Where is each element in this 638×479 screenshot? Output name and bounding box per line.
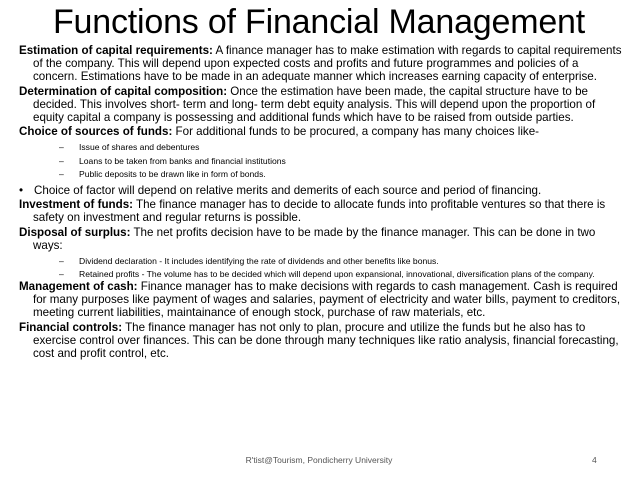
- composition-paragraph: [19, 86, 625, 125]
- sources-bullet-text: Choice of factor will depend on relative merits and demerits of each source and period of financing.: [34, 183, 542, 197]
- cash-heading: Management of cash:: [19, 280, 138, 294]
- composition-heading: Determination of capital composition:: [19, 84, 228, 98]
- sources-item: [19, 155, 625, 168]
- surplus-body: The net profits decision have to be made by the finance manager. This can be done in two ways:: [33, 226, 596, 253]
- sources-bullet: [19, 184, 625, 198]
- investment-heading: Investment of funds:: [19, 198, 134, 212]
- sources-paragraph: [19, 126, 625, 139]
- dash-marker: –: [59, 155, 64, 166]
- cash-body: Finance manager has to make decisions with regards to cash management. Cash is required for many purposes like payment of wages and salaries, payment of electricity and water bills, payment to creditors, meeting current liabilities, maintainance of enough stock, purchase of raw materials, etc.: [33, 280, 621, 320]
- surplus-item-text: Retained profits - The volume has to be decided which will depend upon expansional, innovational, diversification plans of the company.: [79, 269, 595, 280]
- sources-item: [19, 168, 625, 181]
- controls-heading: Financial controls:: [19, 321, 123, 335]
- surplus-heading: Disposal of surplus:: [19, 226, 131, 240]
- composition-body: Once the estimation have been made, the capital structure have to be decided. This involves short- term and long- term debt equity analysis. This will depend upon the proportion of equity capital a company is possessing and additional funds which have to be raised from outside parties.: [33, 84, 596, 124]
- controls-paragraph: [19, 322, 625, 361]
- estimation-paragraph: [19, 45, 625, 84]
- sources-body: For additional funds to be procured, a company has many choices like-: [172, 125, 539, 139]
- cash-paragraph: [19, 281, 625, 320]
- bullet-marker: •: [19, 183, 24, 197]
- dash-marker: –: [59, 168, 64, 179]
- surplus-paragraph: [19, 227, 625, 253]
- estimation-body: A finance manager has to make estimation with regards to capital requirements of the company. This will depend upon expected costs and profits and future programmes and policies of a concern. Estimations have to be made in an adequate manner which increases earning capacity of enterprise.: [33, 44, 622, 83]
- footer-text: R'tist@Tourism, Pondicherry University: [245, 455, 393, 465]
- investment-paragraph: [19, 199, 625, 225]
- sources-item: [19, 141, 625, 154]
- sources-heading: Choice of sources of funds:: [19, 125, 173, 139]
- estimation-heading: Estimation of capital requirements:: [19, 44, 213, 57]
- investment-body: The finance manager has to decide to allocate funds into profitable ventures so that there is safety on investment and regular returns is possible.: [33, 198, 606, 225]
- sources-item-text: Public deposits to be drawn like in form of bonds.: [79, 168, 266, 179]
- dash-marker: –: [59, 269, 64, 280]
- slide-title: Functions of Financial Management: [52, 3, 586, 41]
- sources-item-text: Loans to be taken from banks and financial institutions: [79, 155, 286, 166]
- slide-content: [19, 45, 625, 363]
- surplus-item: [19, 255, 625, 268]
- controls-body: The finance manager has not only to plan, procure and utilize the funds but he also has to exercise control over finances. This can be done through many techniques like ratio analysis, financial forecasting, cost and profit control, etc.: [33, 321, 619, 361]
- surplus-item-text: Dividend declaration - It includes identifying the rate of dividends and other benefits like bonus.: [79, 256, 439, 267]
- page-number: 4: [592, 455, 597, 465]
- dash-marker: –: [59, 256, 64, 267]
- dash-marker: –: [59, 142, 64, 153]
- sources-item-text: Issue of shares and debentures: [79, 142, 200, 153]
